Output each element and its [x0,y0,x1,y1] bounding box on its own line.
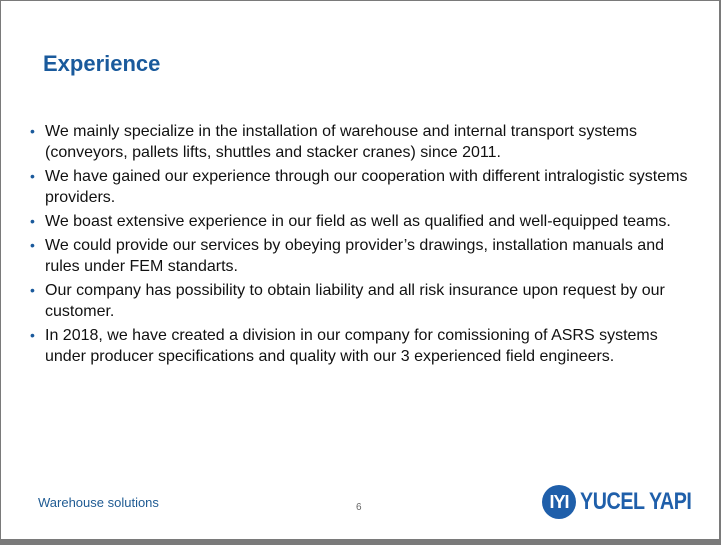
bullet-icon: • [30,213,35,229]
bullet-icon: • [30,327,35,343]
bullet-text: Our company has possibility to obtain liability and all risk insurance upon request by our customer. [45,282,665,320]
bullet-item [30,280,696,322]
bullet-text: In 2018, we have created a division in our company for comissioning of ASRS systems under producer specifications and quality with our 3 experienced field engineers. [45,327,658,365]
company-logo [542,485,716,519]
bullet-text: We have gained our experience through our cooperation with different intralogistic systems providers. [45,168,688,206]
bullet-icon: • [30,123,35,139]
bullet-list [30,121,696,370]
bullet-icon: • [30,168,35,184]
bullet-item [30,325,696,367]
logo-mark-icon: IYI [542,485,576,519]
bullet-icon: • [30,282,35,298]
bullet-item [30,166,696,208]
slide [1,1,719,539]
slide-title: Experience [43,51,161,76]
logo-name: YUCEL YAPI [580,488,692,515]
page-number: 6 [356,502,362,513]
bullet-text: We could provide our services by obeying provider’s drawings, installation manuals and rules under FEM standarts. [45,237,664,275]
bullet-item [30,235,696,277]
bullet-text: We boast extensive experience in our field as well as qualified and well-equipped teams. [45,213,671,230]
bullet-icon: • [30,237,35,253]
footer-text: Warehouse solutions [38,495,159,510]
bullet-item [30,121,696,163]
bullet-item [30,211,696,232]
bullet-text: We mainly specialize in the installation of warehouse and internal transport systems (conveyors, pallets lifts, shuttles and stacker cranes) since 2011. [45,123,637,161]
